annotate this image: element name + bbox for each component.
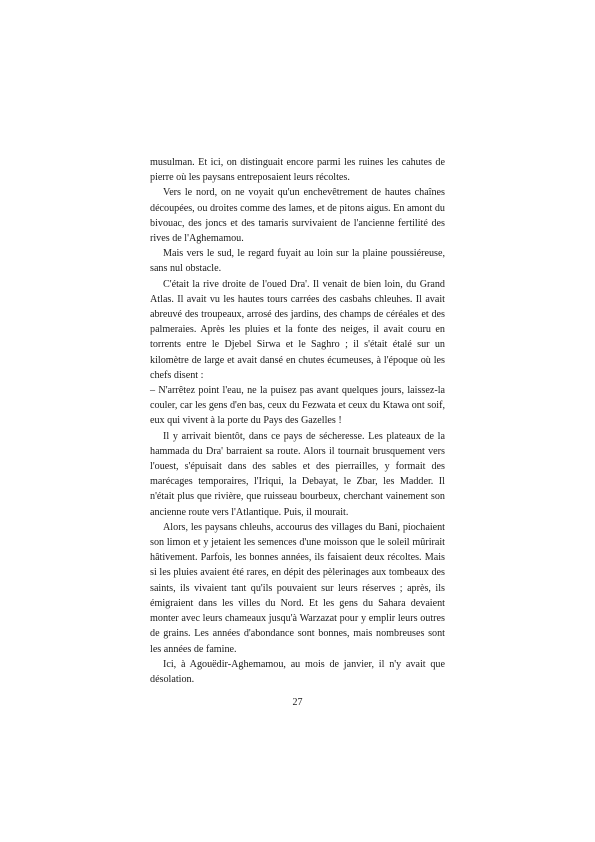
page-number: 27 (292, 697, 303, 708)
paragraph-7: Alors, les paysans chleuhs, accourus des villages du Bani, piochaient son limon et y jetaient les semences d'une moisson que le soleil mûrirait hâtivement. Parfois, les bonnes années, ils faisaient deux récoltes. Mais si les pluies avaient été rares, en dépit des pèlerinages aux tombeaux des saints, ils vivaient tant qu'ils pouvaient sur leurs réserves ; après, ils émigraient dans les villes du Nord. Et les gens du Sahara devaient monter avec leurs chameaux jusqu'à Warzazat pour y emplir leurs outres de grains. Les années d'abondance sont bonnes, mais nombreuses sont les années de famine. (150, 521, 445, 655)
paragraph-5-dialogue: – N'arrêtez point l'eau, ne la puisez pas avant quelques jours, laissez-la couler, car les gens d'en bas, ceux du Fezwata et ceux du Ktawa ont soif, eux qui vivent à la porte du Pays des Gazelles ! (150, 385, 445, 427)
paragraph-6: Il y arrivait bientôt, dans ce pays de sécheresse. Les plateaux de la hammada du Dra' barraient sa route. Alors il tournait brusquement vers l'ouest, s'épuisait dans des sables et des pierrailles, y formait des marécages temporaires, l'Iriqui, la Debayat, le Zbar, les Madder. Il n'était plus que rivière, que ruisseau bourbeux, cherchant vainement son ancienne route vers l'Atlantique. Puis, il mourait. (150, 430, 445, 518)
paragraph-4: C'était la rive droite de l'oued Dra'. Il venait de bien loin, du Grand Atlas. Il avait vu les hautes tours carrées des casbahs chleuhes. Il avait abreuvé des troupeaux, arrosé des jardins, des champs de céréales et des palmeraies. Après les pluies et la fonte des neiges, il avait couru en torrents entre le Djebel Sirwa et le Saghro ; il s'était étalé sur un kilomètre de large et avait dansé en chutes écumeuses, à l'époque où les chefs disent : (150, 278, 445, 381)
paragraph-3: Mais vers le sud, le regard fuyait au loin sur la plaine poussiéreuse, sans nul obstacle. (150, 248, 445, 275)
page-text-block (150, 155, 445, 687)
paragraph-1: musulman. Et ici, on distinguait encore parmi les ruines les cahutes de pierre où les paysans entreposaient leurs récoltes. (150, 157, 445, 184)
paragraph-2: Vers le nord, on ne voyait qu'un enchevêtrement de hautes chaînes découpées, ou droites comme des lames, et de pitons aigus. En amont du bivouac, des joncs et des tamaris survivaient de l'ancienne fertilité des rives de l'Aghemamou. (150, 187, 445, 245)
paragraph-8: Ici, à Agouëdir-Aghemamou, au mois de janvier, il n'y avait que désolation. (150, 658, 445, 685)
